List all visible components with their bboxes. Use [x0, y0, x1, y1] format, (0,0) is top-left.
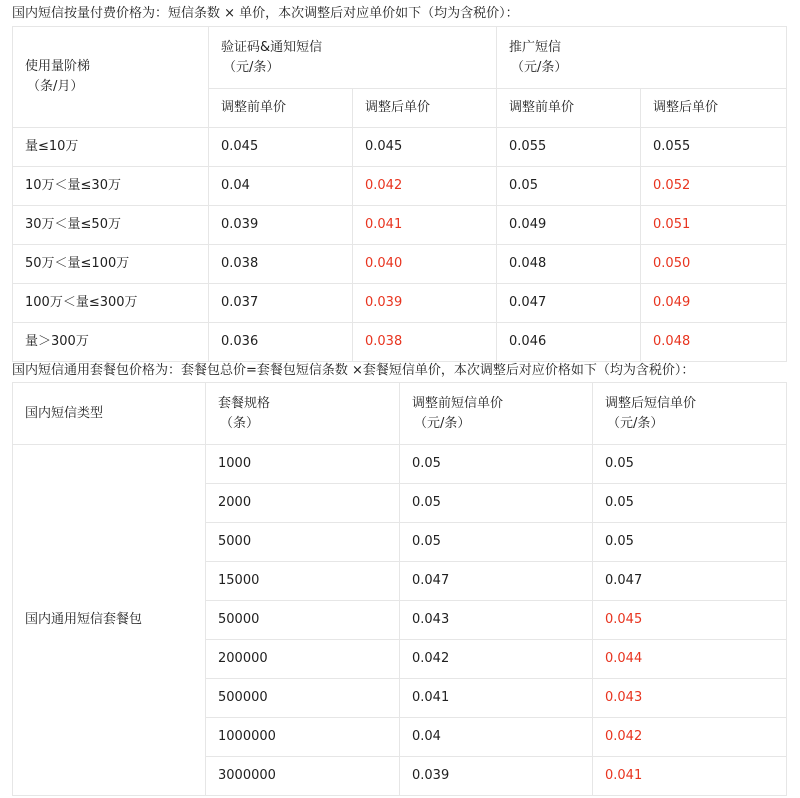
table-row	[13, 284, 787, 323]
promo-before-header: 调整前单价	[497, 89, 641, 128]
promo-before-price: 0.048	[497, 245, 641, 284]
pay-as-you-go-price-table	[12, 26, 787, 362]
verify-after-price: 0.042	[353, 167, 497, 206]
after-header: 调整后短信单价	[605, 395, 697, 411]
package-after-price: 0.042	[593, 718, 787, 757]
tier-header: 使用量阶梯	[25, 59, 91, 74]
verify-before-price: 0.04	[209, 167, 353, 206]
spec-header-cell	[206, 383, 400, 445]
package-table-body	[13, 383, 787, 796]
verify-before-price: 0.045	[209, 128, 353, 167]
promo-before-price: 0.055	[497, 128, 641, 167]
verify-after-price: 0.040	[353, 245, 497, 284]
before-header-cell	[400, 383, 593, 445]
promo-after-price: 0.049	[641, 284, 787, 323]
tier-cell: 100万＜量≤300万	[13, 284, 209, 323]
tier-header-cell	[13, 27, 209, 128]
table-row	[13, 167, 787, 206]
package-spec-cell: 500000	[206, 679, 400, 718]
spec-unit: （条）	[220, 415, 260, 431]
verify-before-price: 0.036	[209, 323, 353, 362]
promo-before-price: 0.05	[497, 167, 641, 206]
package-after-price: 0.047	[593, 562, 787, 601]
before-header: 调整前短信单价	[412, 395, 504, 411]
table-row	[13, 323, 787, 362]
promo-after-price: 0.052	[641, 167, 787, 206]
promo-after-price: 0.048	[641, 323, 787, 362]
promo-group-header: 推广短信	[509, 39, 562, 55]
promo-before-price: 0.047	[497, 284, 641, 323]
package-price-table	[12, 382, 787, 796]
verify-before-price: 0.039	[209, 206, 353, 245]
verify-group-header-cell	[209, 27, 497, 89]
before-unit: （元/条）	[414, 415, 471, 431]
package-after-price: 0.05	[593, 445, 787, 484]
tier-cell: 50万＜量≤100万	[13, 245, 209, 284]
verify-after-price: 0.038	[353, 323, 497, 362]
package-before-price: 0.05	[400, 523, 593, 562]
promo-group-unit: （元/条）	[511, 59, 568, 75]
table-header-row	[13, 27, 787, 89]
package-spec-cell: 50000	[206, 601, 400, 640]
pay-as-you-go-table-body	[13, 27, 787, 362]
package-before-price: 0.04	[400, 718, 593, 757]
package-after-price: 0.045	[593, 601, 787, 640]
verify-after-header: 调整后单价	[353, 89, 497, 128]
promo-after-price: 0.055	[641, 128, 787, 167]
table-row	[13, 128, 787, 167]
verify-after-price: 0.039	[353, 284, 497, 323]
spec-header: 套餐规格	[218, 395, 271, 411]
section1-intro: 国内短信按量付费价格为：短信条数 × 单价，本次调整后对应单价如下（均为含税价）：	[12, 6, 519, 21]
tier-unit: （条/月）	[27, 79, 84, 94]
promo-after-price: 0.050	[641, 245, 787, 284]
section2-intro: 国内短信通用套餐包价格为：套餐包总价=套餐包短信条数 ×套餐短信单价，本次调整后对应价格如下（均为含税价）：	[12, 363, 695, 378]
verify-before-price: 0.038	[209, 245, 353, 284]
package-spec-cell: 2000	[206, 484, 400, 523]
package-before-price: 0.05	[400, 484, 593, 523]
package-after-price: 0.043	[593, 679, 787, 718]
table-header-row	[13, 383, 787, 445]
package-after-price: 0.041	[593, 757, 787, 796]
package-spec-cell: 15000	[206, 562, 400, 601]
promo-before-price: 0.049	[497, 206, 641, 245]
table-row	[13, 445, 787, 484]
verify-after-price: 0.041	[353, 206, 497, 245]
after-header-cell	[593, 383, 787, 445]
tier-cell: 30万＜量≤50万	[13, 206, 209, 245]
package-spec-cell: 1000	[206, 445, 400, 484]
verify-group-header: 验证码&通知短信	[221, 39, 323, 55]
package-before-price: 0.047	[400, 562, 593, 601]
package-type-cell: 国内通用短信套餐包	[13, 445, 206, 796]
package-after-price: 0.05	[593, 484, 787, 523]
package-before-price: 0.043	[400, 601, 593, 640]
package-before-price: 0.039	[400, 757, 593, 796]
verify-before-price: 0.037	[209, 284, 353, 323]
package-after-price: 0.05	[593, 523, 787, 562]
package-before-price: 0.042	[400, 640, 593, 679]
promo-before-price: 0.046	[497, 323, 641, 362]
package-spec-cell: 5000	[206, 523, 400, 562]
package-spec-cell: 3000000	[206, 757, 400, 796]
promo-after-header: 调整后单价	[641, 89, 787, 128]
tier-cell: 量＞300万	[13, 323, 209, 362]
promo-group-header-cell	[497, 27, 787, 89]
package-before-price: 0.05	[400, 445, 593, 484]
package-spec-cell: 200000	[206, 640, 400, 679]
verify-after-price: 0.045	[353, 128, 497, 167]
table-row	[13, 206, 787, 245]
table-row	[13, 245, 787, 284]
tier-cell: 10万＜量≤30万	[13, 167, 209, 206]
verify-before-header: 调整前单价	[209, 89, 353, 128]
package-before-price: 0.041	[400, 679, 593, 718]
package-spec-cell: 1000000	[206, 718, 400, 757]
after-unit: （元/条）	[607, 415, 664, 431]
type-header: 国内短信类型	[13, 383, 206, 445]
promo-after-price: 0.051	[641, 206, 787, 245]
tier-cell: 量≤10万	[13, 128, 209, 167]
package-after-price: 0.044	[593, 640, 787, 679]
verify-group-unit: （元/条）	[223, 59, 280, 75]
